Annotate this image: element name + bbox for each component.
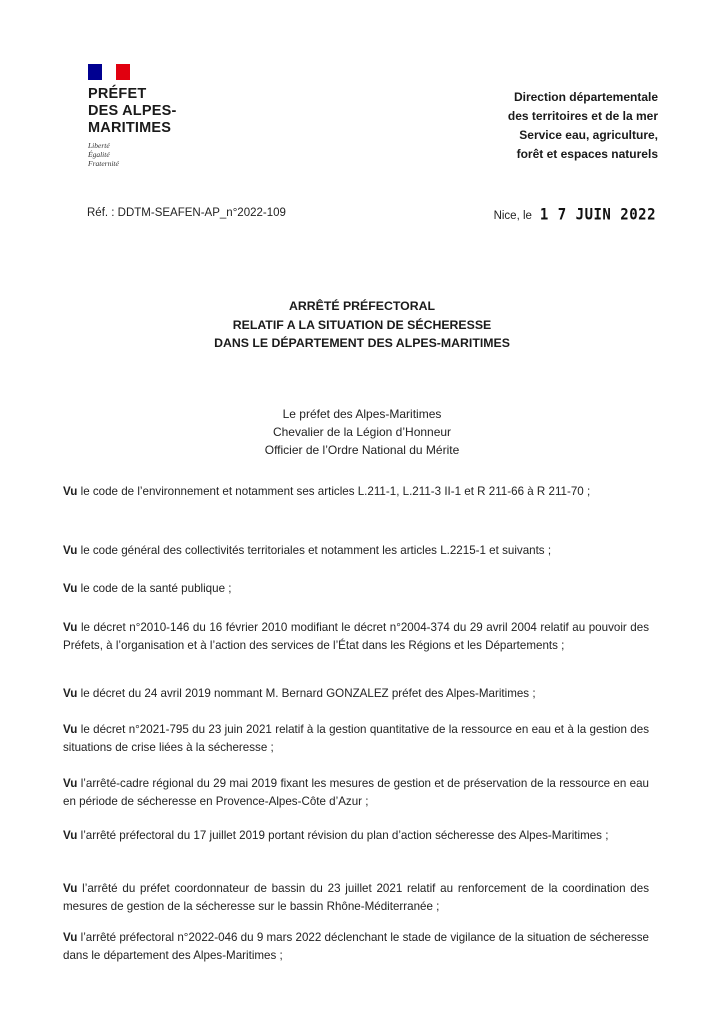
visa-text: l’arrêté du préfet coordonnateur de bassin du 23 juillet 2021 relatif au renforcement de la coordination des mesures de gestion de la sécheresse sur le bassin Rhône-Méditerranée ; xyxy=(63,882,649,913)
visa-paragraph xyxy=(63,775,649,810)
visa-lead: Vu xyxy=(63,882,78,895)
visa-lead: Vu xyxy=(63,931,78,944)
visa-paragraph xyxy=(63,929,649,964)
prefet-title-line: Le préfet des Alpes-Maritimes xyxy=(282,407,442,421)
visa-lead: Vu xyxy=(63,687,78,700)
prefet-titles xyxy=(0,405,724,459)
title-line: RELATIF A LA SITUATION DE SÉCHERESSE xyxy=(232,317,492,332)
visa-lead: Vu xyxy=(63,777,78,790)
visa-lead: Vu xyxy=(63,723,78,736)
motto-line: Fraternité xyxy=(88,159,119,168)
issuing-direction xyxy=(438,88,658,164)
prefet-name xyxy=(88,86,228,137)
visa-paragraph xyxy=(63,827,649,845)
visa-paragraph xyxy=(63,685,649,703)
direction-line: Service eau, agriculture, xyxy=(519,128,658,142)
direction-line: forêt et espaces naturels xyxy=(516,147,658,161)
visa-text: le code général des collectivités territoriales et notamment les articles L.2215-1 et suivants ; xyxy=(80,544,552,557)
visa-text: l’arrêté préfectoral du 17 juillet 2019 portant révision du plan d’action sécheresse des Alpes-Maritimes ; xyxy=(80,829,609,842)
document-reference: Réf. : DDTM-SEAFEN-AP_n°2022-109 xyxy=(87,207,286,219)
title-line: ARRÊTÉ PRÉFECTORAL xyxy=(289,299,435,313)
visa-text: le décret du 24 avril 2019 nommant M. Bernard GONZALEZ préfet des Alpes-Maritimes ; xyxy=(80,687,536,700)
motto-line: Égalité xyxy=(88,150,110,159)
visa-paragraph xyxy=(63,721,649,756)
direction-line: des territoires et de la mer xyxy=(507,109,658,123)
republic-motto xyxy=(88,141,228,168)
visa-lead: Vu xyxy=(63,485,78,498)
marianne-flag-icon xyxy=(88,64,130,80)
visa-text: l’arrêté-cadre régional du 29 mai 2019 fixant les mesures de gestion et de préservation de la ressource en eau en période de sécheresse en Provence-Alpes-Côte d’Azur ; xyxy=(63,777,649,808)
visa-text: le décret n°2010-146 du 16 février 2010 modifiant le décret n°2004-374 du 29 avril 2004 relatif au pouvoir des Préfets, à l’organisation et à l’action des services de l’État dans les Régions et les Départements ; xyxy=(63,621,649,652)
visa-paragraph xyxy=(63,580,649,598)
prefet-title-line: Chevalier de la Légion d’Honneur xyxy=(272,425,452,439)
direction-line: Direction départementale xyxy=(513,90,658,104)
visa-paragraph xyxy=(63,542,649,560)
visa-paragraph xyxy=(63,880,649,915)
decree-title xyxy=(0,297,724,353)
visa-lead: Vu xyxy=(63,544,78,557)
visa-lead: Vu xyxy=(63,829,78,842)
document-date xyxy=(494,207,656,223)
visa-text: le code de la santé publique ; xyxy=(80,582,232,595)
visa-lead: Vu xyxy=(63,621,78,634)
visa-text: l’arrêté préfectoral n°2022-046 du 9 mars 2022 déclenchant le stade de vigilance de la situation de sécheresse dans le département des Alpes-Maritimes ; xyxy=(63,931,649,962)
visa-text: le décret n°2021-795 du 23 juin 2021 relatif à la gestion quantitative de la ressource en eau et à la gestion des situations de crise liées à la sécheresse ; xyxy=(63,723,649,754)
prefet-line: DES ALPES- xyxy=(88,103,177,119)
flag-white-stripe xyxy=(102,64,116,80)
motto-line: Liberté xyxy=(88,141,110,150)
title-line: DANS LE DÉPARTEMENT DES ALPES-MARITIMES xyxy=(214,336,510,350)
prefet-line: MARITIMES xyxy=(88,120,172,136)
date-stamp: 1 7 JUIN 2022 xyxy=(539,205,656,225)
visa-lead: Vu xyxy=(63,582,78,595)
flag-red-stripe xyxy=(116,64,130,80)
prefet-title-line: Officier de l’Ordre National du Mérite xyxy=(264,443,460,457)
visa-paragraph xyxy=(63,619,649,654)
visa-paragraph xyxy=(63,483,649,501)
date-place: Nice, le xyxy=(493,210,532,222)
prefet-line: PRÉFET xyxy=(88,86,147,102)
flag-blue-stripe xyxy=(88,64,102,80)
visa-text: le code de l’environnement et notamment ses articles L.211-1, L.211-3 II-1 et R 211-66 à R 211-70 ; xyxy=(80,485,591,498)
prefecture-logo xyxy=(88,64,228,168)
